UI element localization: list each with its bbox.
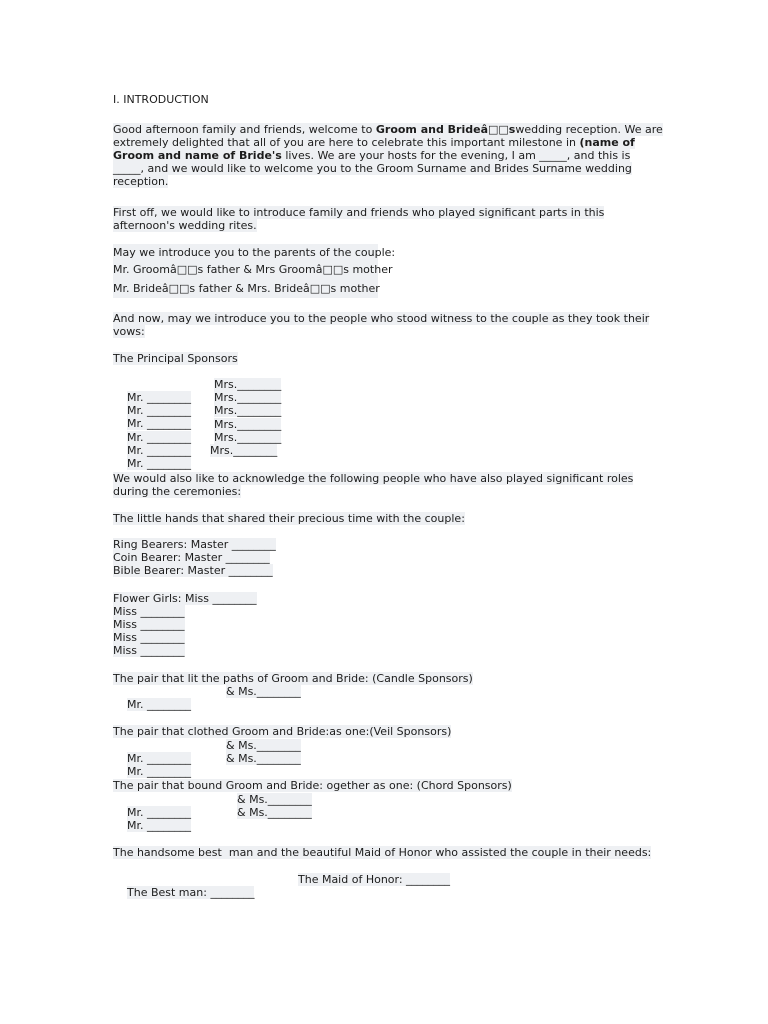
candle-sponsors-title: The pair that lit the paths of Groom and Bride: (Candle Sponsors)	[113, 672, 473, 685]
best-man-row	[113, 873, 451, 899]
witness-paragraph: And now, may we introduce you to the people who stood witness to the couple as they took their vows:	[113, 312, 650, 338]
best-man-field: The Best man: ________	[127, 886, 255, 899]
principal-row: Mr. ________ Mrs.________	[127, 378, 282, 404]
chord-sponsors-title: The pair that bound Groom and Bride: ogether as one: (Chord Sponsors)	[113, 779, 512, 792]
veil-sponsor-row: Mr. ________ & Ms.________	[127, 739, 301, 765]
list-item: Flower Girls: Miss ________	[113, 592, 257, 605]
principal-row: Mr. ________ Mrs.________	[127, 404, 282, 430]
maid-of-honor-field: The Maid of Honor: ________	[298, 873, 451, 886]
list-item: Ring Bearers: Master ________	[113, 538, 276, 551]
best-man-intro: The handsome best man and the beautiful Maid of Honor who assisted the couple in their needs:	[113, 846, 652, 859]
veil-sponsor-row: Mr. ________ & Ms.________	[127, 752, 301, 778]
chord-sponsor-row: Mr. ________ & Ms.________	[127, 806, 312, 832]
veil-sponsors-title: The pair that clothed Groom and Bride:as one:(Veil Sponsors)	[113, 725, 452, 738]
little-hands-title: The little hands that shared their precious time with the couple:	[113, 512, 465, 525]
parents-block: May we introduce you to the parents of the couple: Mr. Groomâ□□s father & Mrs Groomâ□□s mother Mr. Brideâ□□s father & Mrs. Brideâ□□s mother	[113, 244, 378, 298]
list-item: Miss ________	[113, 631, 185, 644]
principal-row: Mr. ________ Mrs.________	[127, 444, 278, 470]
principal-row: Mr. ________ Mrs.________	[127, 418, 282, 444]
flower-girls-list	[113, 592, 257, 657]
list-item: Coin Bearer: Master ________	[113, 551, 270, 564]
list-item: Miss ________	[113, 644, 185, 657]
list-item: Miss ________	[113, 605, 185, 618]
bearers-list	[113, 538, 276, 577]
acknowledge-paragraph: We would also like to acknowledge the following people who have also played significant roles during the ceremonies:	[113, 472, 634, 498]
intro-paragraph: Good afternoon family and friends, welcome to Groom and Brideâ□□swedding reception. We are extremely delighted that all of you are here to celebrate this important milestone in (name of Groom and name of Bride's lives. We are your hosts for the evening, I am _____, and this is _____, and we would like to welcome you to the Groom Surname and Brides Surname wedding reception.	[113, 123, 663, 188]
chord-sponsor-row: Mr. ________ & Ms.________	[127, 793, 312, 819]
list-item: Miss ________	[113, 618, 185, 631]
first-off-paragraph: First off, we would like to introduce family and friends who played significant parts in this afternoon's wedding rites.	[113, 206, 605, 232]
principal-row: Mr. ________ Mrs.________	[127, 391, 282, 417]
principal-row: Mr. ________ Mrs.________	[127, 431, 282, 457]
section-heading: I. INTRODUCTION	[113, 93, 209, 106]
candle-sponsor-row: Mr. ________ & Ms.________	[127, 685, 301, 711]
list-item: Bible Bearer: Master ________	[113, 564, 273, 577]
principal-sponsors-title: The Principal Sponsors	[113, 352, 238, 365]
